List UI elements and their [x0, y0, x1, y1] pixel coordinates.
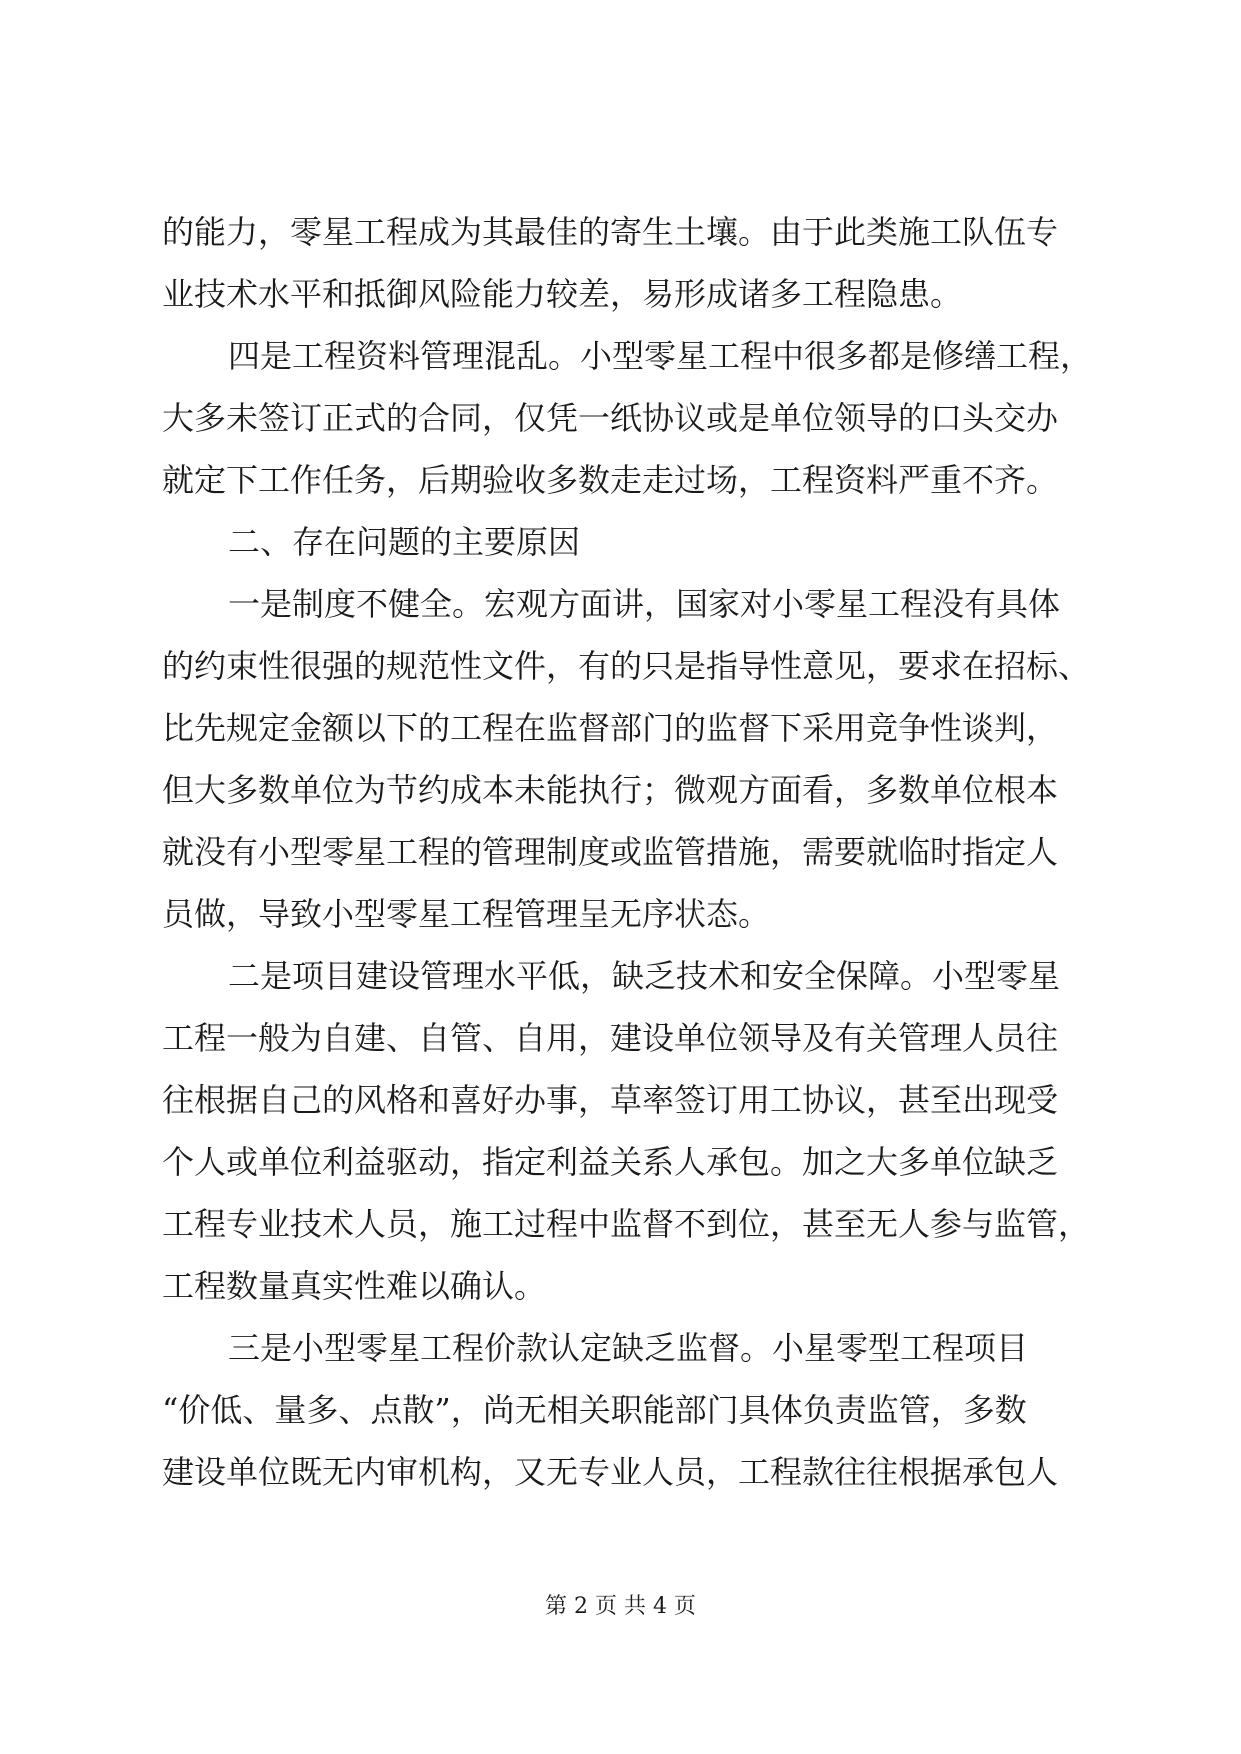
paragraph-start-line: 三是小型零星工程价款认定缺乏监督。小星零型工程项目 — [228, 1329, 1029, 1367]
text-line: 往根据自己的风格和喜好办事，草率签订用工协议，甚至出现受 — [162, 1081, 1059, 1119]
text-line: 比先规定金额以下的工程在监督部门的监督下采用竞争性谈判， — [162, 709, 1059, 747]
page-number-footer: 第 2 页 共 4 页 — [545, 1594, 696, 1619]
paragraph-start-line: 二是项目建设管理水平低，缺乏技术和安全保障。小型零星 — [228, 957, 1061, 995]
text-line: 工程一般为自建、自管、自用，建设单位领导及有关管理人员往 — [162, 1019, 1059, 1057]
text-line: 就定下工作任务，后期验收多数走走过场，工程资料严重不齐。 — [162, 461, 1059, 499]
text-line: 大多未签订正式的合同，仅凭一纸协议或是单位领导的口头交办 — [162, 399, 1059, 437]
text-line: 就没有小型零星工程的管理制度或监管措施，需要就临时指定人 — [162, 833, 1059, 871]
text-line: 员做，导致小型零星工程管理呈无序状态。 — [162, 895, 771, 933]
text-line: 的约束性很强的规范性文件，有的只是指导性意见，要求在招标、 — [162, 647, 1091, 685]
text-line: 工程专业技术人员，施工过程中监督不到位，甚至无人参与监管， — [162, 1205, 1091, 1243]
paragraph-start-line: 一是制度不健全。宏观方面讲，国家对小零星工程没有具体 — [228, 585, 1061, 623]
text-line: 建设单位既无内审机构，又无专业人员，工程款往往根据承包人 — [162, 1453, 1059, 1491]
section-heading: 二、存在问题的主要原因 — [228, 523, 581, 561]
text-line: 工程数量真实性难以确认。 — [162, 1267, 547, 1305]
text-line: “价低、量多、点散”，尚无相关职能部门具体负责监管，多数 — [162, 1391, 1027, 1429]
text-line: 的能力，零星工程成为其最佳的寄生土壤。由于此类施工队伍专 — [162, 213, 1059, 251]
text-line: 但大多数单位为节约成本未能执行；微观方面看，多数单位根本 — [162, 771, 1059, 809]
text-line: 业技术水平和抵御风险能力较差，易形成诸多工程隐患。 — [162, 275, 963, 313]
text-line: 个人或单位利益驱动，指定利益关系人承包。加之大多单位缺乏 — [162, 1143, 1059, 1181]
paragraph-start-line: 四是工程资料管理混乱。小型零星工程中很多都是修缮工程， — [228, 337, 1093, 375]
